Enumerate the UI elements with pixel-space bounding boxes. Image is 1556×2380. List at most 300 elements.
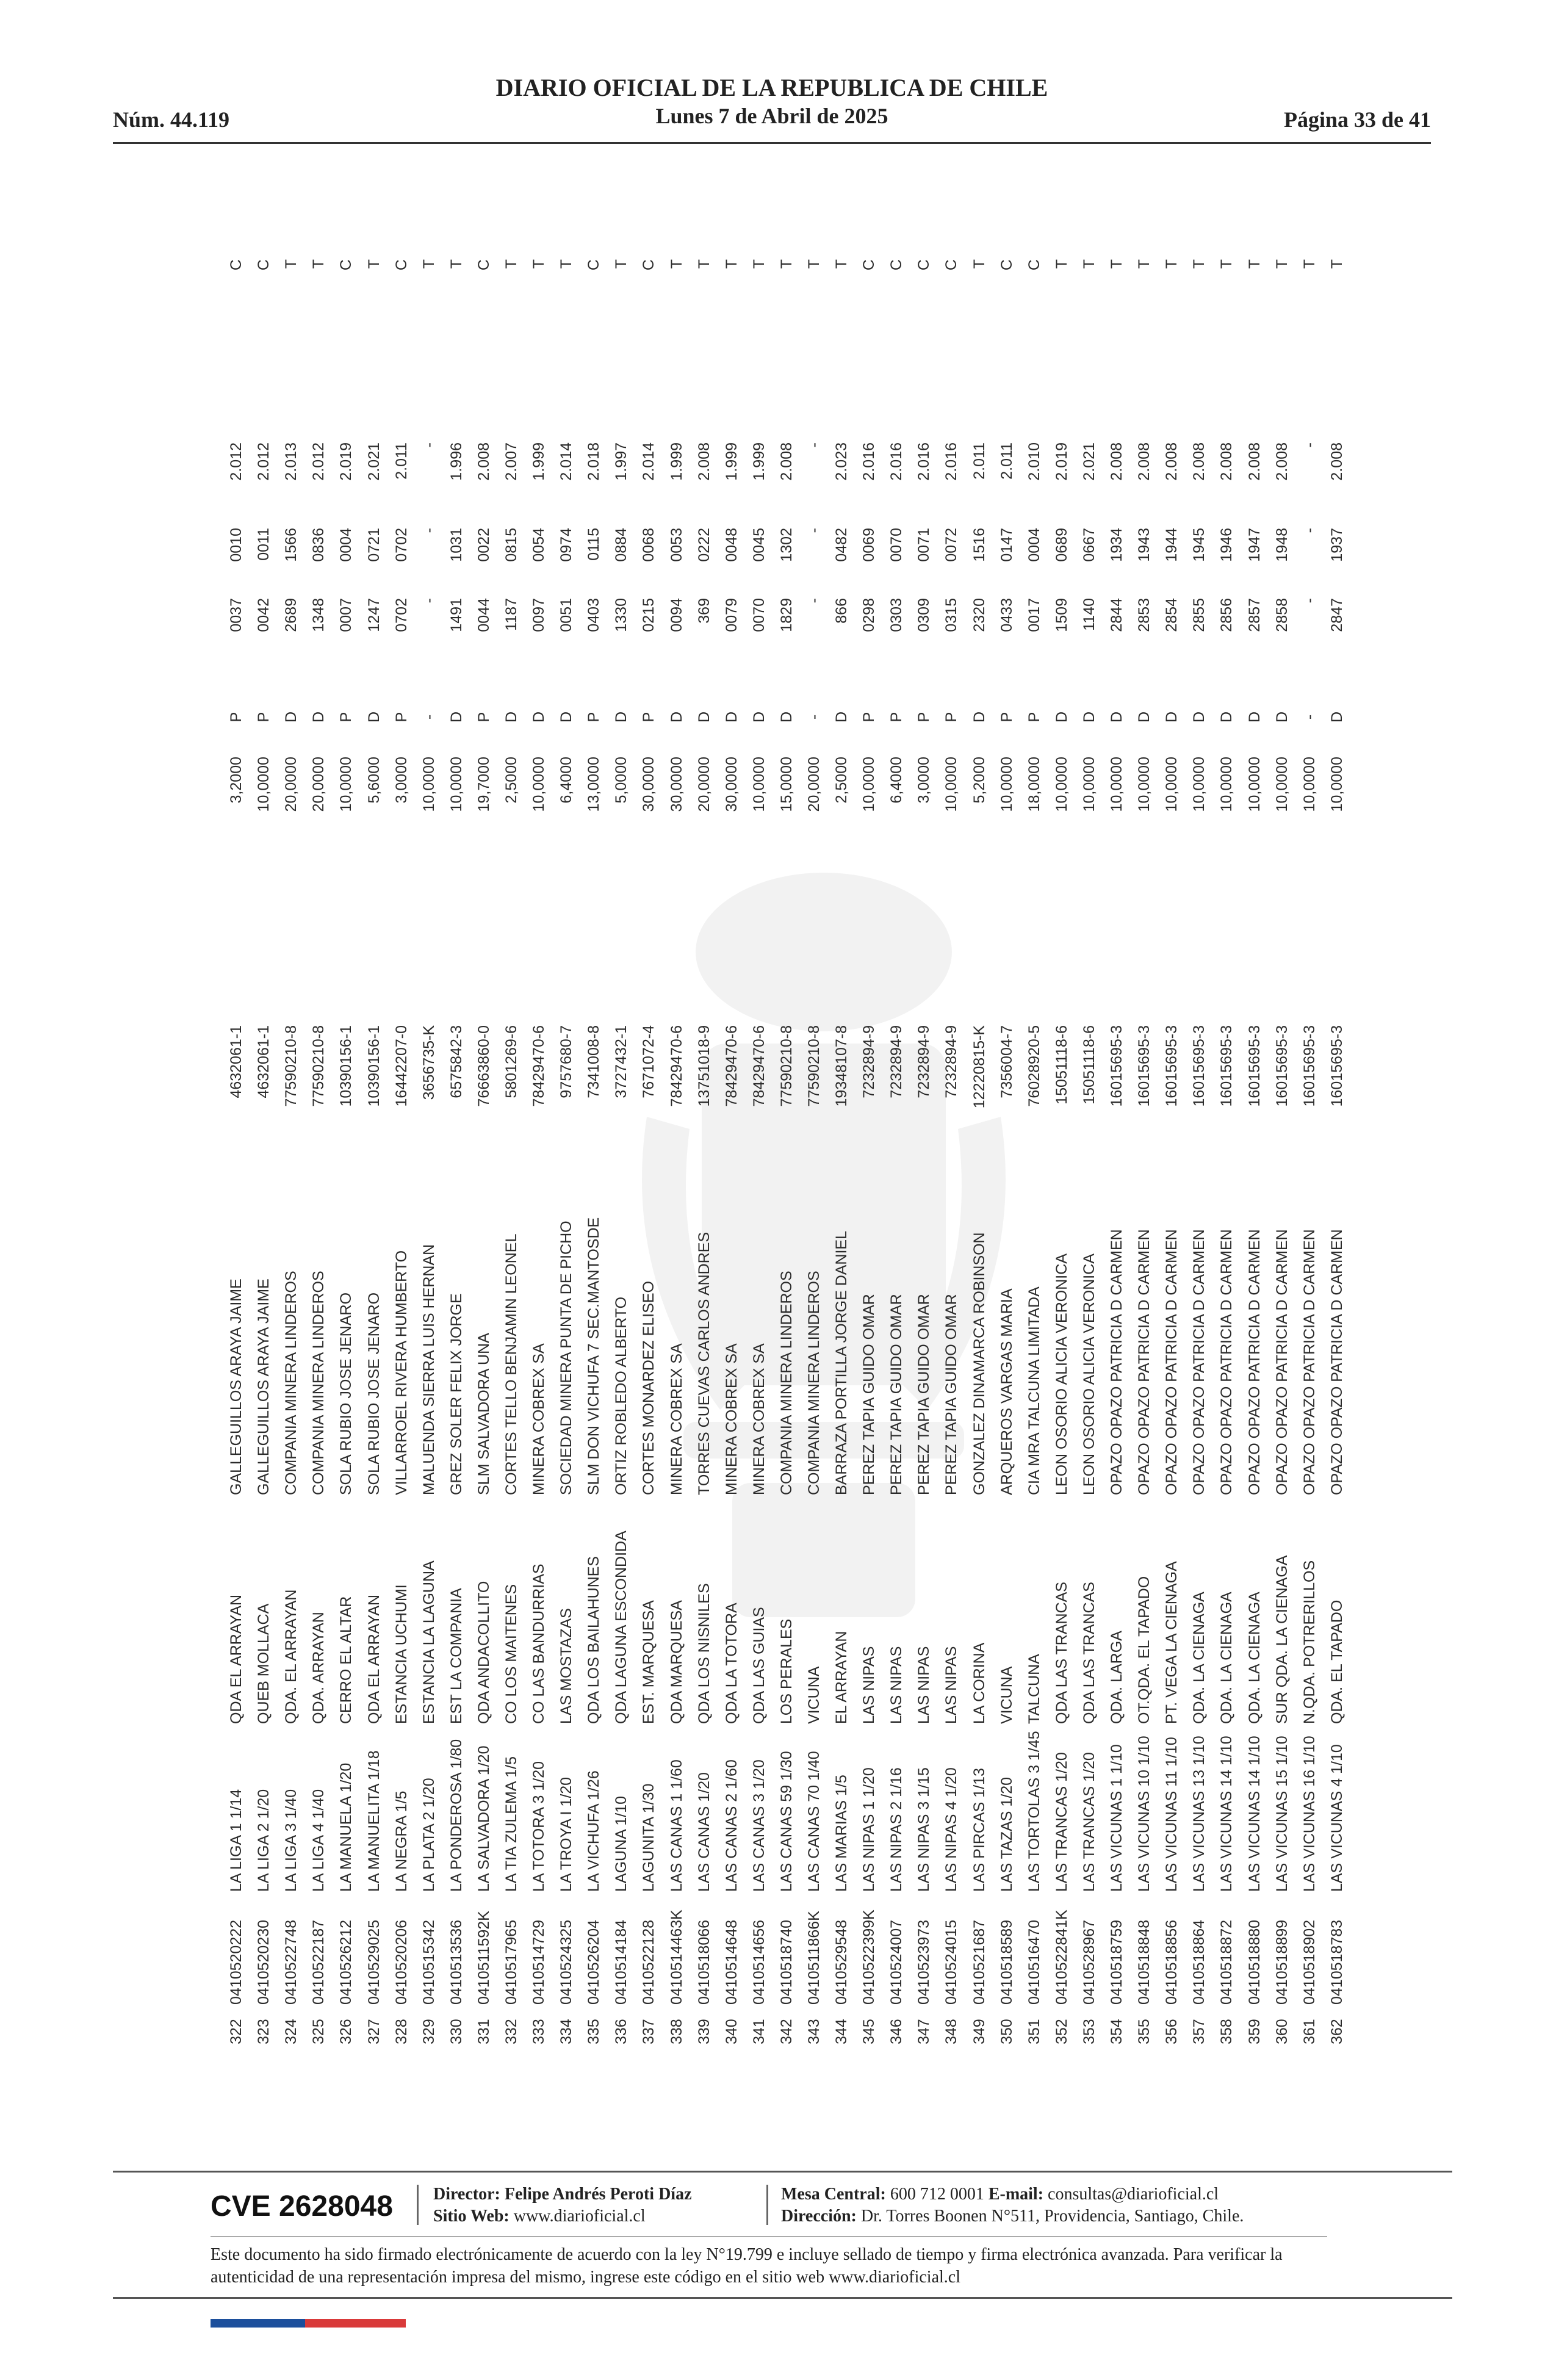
cell-rol-nacional: 0410511592K xyxy=(475,1911,492,2005)
cell-hectares: 20,0000 xyxy=(283,757,300,812)
cell-rol-nacional: 0410524015 xyxy=(943,1919,960,2005)
cell-status: T xyxy=(668,259,685,269)
cell-hectares: 10,0000 xyxy=(1328,757,1345,812)
cell-rut: 5801269-6 xyxy=(502,1025,520,1098)
cell-rut: 16015695-3 xyxy=(1245,1025,1263,1107)
legal-notice: Este documento ha sido firmado electrónicamente de acuerdo con la ley N°19.799 e incluye sellado de tiempo y firma electrónica avanzada. Para verificar la autenticidad de una representación impresa del mismo, ingrese este código en el sitio web www.diarioficial.cl xyxy=(211,2245,1283,2287)
cell-number: 0115 xyxy=(585,528,603,561)
cell-hectares: 20,0000 xyxy=(805,757,823,812)
cell-type: D xyxy=(1218,711,1236,723)
cell-number: 0884 xyxy=(613,528,630,562)
cell-number: 0836 xyxy=(310,528,328,562)
cell-rol-nacional: 0410528967 xyxy=(1080,1919,1098,2005)
cell-rut: 3727432-1 xyxy=(613,1025,630,1098)
table-row xyxy=(305,244,333,2044)
cell-owner-name: SLM DON VICHUFA 7 SEC.MANTOSDE xyxy=(585,1217,603,1495)
cell-number: 0482 xyxy=(833,528,851,562)
cell-year: 2.014 xyxy=(640,442,658,481)
table-row xyxy=(1213,244,1241,2044)
cell-year: 2.016 xyxy=(888,442,906,481)
cell-rol-nacional: 0410516470 xyxy=(1025,1919,1043,2005)
cell-owner-name: PEREZ TAPIA GUIDO OMAR xyxy=(943,1294,960,1495)
cell-status: T xyxy=(1080,259,1098,269)
cell-year: 1.999 xyxy=(722,442,740,481)
footer-divider-bottom xyxy=(113,2297,1452,2299)
cell-concession-name: LAS NIPAS 3 1/15 xyxy=(915,1767,933,1892)
table-row xyxy=(470,244,498,2044)
cell-location: QDA LOS NISNILES xyxy=(695,1583,713,1724)
cell-hectares: 10,0000 xyxy=(943,757,960,812)
cell-location: TALCUNA xyxy=(1025,1654,1043,1724)
table-row xyxy=(1103,244,1131,2044)
cell-year: 2.013 xyxy=(283,442,300,481)
cell-location: LAS NIPAS xyxy=(860,1646,878,1724)
cell-owner-name: SOCIEDAD MINERA PUNTA DE PICHO xyxy=(558,1221,575,1495)
cell-owner-name: OPAZO OPAZO PATRICIA D CARMEN xyxy=(1108,1229,1126,1495)
cell-number: 1566 xyxy=(283,528,300,562)
cell-rut: 16015695-3 xyxy=(1218,1025,1236,1107)
cell-rol-nacional: 0410518902 xyxy=(1300,1919,1318,2005)
cell-owner-name: MINERA COBREX SA xyxy=(668,1343,685,1495)
cell-row-number: 324 xyxy=(283,2019,300,2044)
cell-number: 1948 xyxy=(1273,528,1291,562)
cell-rol-nacional: 0410514729 xyxy=(530,1919,548,2005)
cell-rut: 15051118-6 xyxy=(1053,1025,1070,1105)
cell-fojas: - xyxy=(1300,598,1318,604)
email-link[interactable]: consultas@diarioficial.cl xyxy=(1048,2185,1219,2204)
cell-status: C xyxy=(888,259,906,271)
cell-location: QDA. LARGA xyxy=(1108,1631,1126,1724)
cell-concession-name: LAS NIPAS 2 1/16 xyxy=(888,1767,906,1892)
cell-rol-nacional: 0410520206 xyxy=(392,1919,410,2005)
cell-status: C xyxy=(475,259,492,271)
cell-status: C xyxy=(915,259,933,271)
masthead xyxy=(113,73,1431,129)
cell-concession-name: LAS CANAS 1/20 xyxy=(695,1772,713,1892)
cell-rol-nacional: 0410517965 xyxy=(502,1919,520,2005)
cell-location: QDA. LA CIENAGA xyxy=(1245,1592,1263,1724)
director-label: Director: xyxy=(433,2185,500,2204)
cell-row-number: 326 xyxy=(337,2019,355,2044)
cell-rut: 7232894-9 xyxy=(860,1025,878,1098)
cell-year: 2.011 xyxy=(392,442,410,480)
cell-type: D xyxy=(365,711,383,723)
cell-status: T xyxy=(1136,259,1153,269)
cell-rol-nacional: 0410522748 xyxy=(283,1919,300,2005)
cell-year: 2.008 xyxy=(1245,442,1263,481)
cell-status: T xyxy=(750,259,768,269)
cell-owner-name: SLM SALVADORA UNA xyxy=(475,1333,492,1495)
table-row xyxy=(635,244,663,2044)
cell-concession-name: LAS TAZAS 1/20 xyxy=(998,1776,1015,1892)
cell-location: EST LA COMPANIA xyxy=(447,1588,465,1724)
cell-number: 0721 xyxy=(365,528,383,562)
cell-rut: 16442207-0 xyxy=(392,1025,410,1107)
table-row xyxy=(223,244,250,2044)
table-row xyxy=(801,244,828,2044)
cell-rol-nacional: 0410518899 xyxy=(1273,1919,1291,2005)
cell-year: 1.997 xyxy=(613,442,630,481)
cell-hectares: 10,0000 xyxy=(1300,757,1318,812)
cell-hectares: 5,2000 xyxy=(970,757,988,804)
cell-year: - xyxy=(420,442,438,448)
cell-status: T xyxy=(283,259,300,269)
cell-number: 1944 xyxy=(1163,528,1181,562)
cell-fojas: 0037 xyxy=(228,598,245,632)
cell-owner-name: GALLEGUILLOS ARAYA JAIME xyxy=(228,1278,245,1495)
cell-type: P xyxy=(888,712,906,723)
cell-location: QDA. EL TAPADO xyxy=(1328,1599,1345,1724)
cell-type: P xyxy=(640,712,658,723)
cell-hectares: 18,0000 xyxy=(1025,757,1043,812)
cell-rol-nacional: 0410523973 xyxy=(915,1919,933,2005)
cell-rol-nacional: 0410518066 xyxy=(695,1919,713,2005)
cell-location: LOS PERALES xyxy=(777,1618,795,1724)
site-link[interactable]: www.diarioficial.cl xyxy=(513,2207,646,2226)
table-row xyxy=(938,244,965,2044)
cell-row-number: 357 xyxy=(1190,2019,1208,2044)
cell-rol-nacional: 0410522841K xyxy=(1053,1909,1070,2005)
cell-location: QDA LAS GUIAS xyxy=(750,1607,768,1724)
cell-number: 0022 xyxy=(475,528,492,562)
cell-hectares: 2,5000 xyxy=(502,757,520,804)
cell-hectares: 6,4000 xyxy=(888,757,906,804)
cell-fojas: 2844 xyxy=(1108,598,1126,632)
cell-row-number: 333 xyxy=(530,2019,548,2044)
cell-status: T xyxy=(310,259,328,269)
cell-status: C xyxy=(228,259,245,271)
cell-location: VICUNA xyxy=(805,1666,823,1724)
cell-rol-nacional: 0410524325 xyxy=(558,1919,575,2005)
cell-fojas: 1509 xyxy=(1053,598,1070,632)
cell-row-number: 353 xyxy=(1080,2019,1098,2044)
cell-type: D xyxy=(530,711,548,723)
cell-hectares: 10,0000 xyxy=(1190,757,1208,812)
cell-fojas: 866 xyxy=(833,598,851,624)
cell-owner-name: LEON OSORIO ALICIA VERONICA xyxy=(1080,1253,1098,1495)
cell-year: 1.999 xyxy=(750,442,768,481)
footer-divider-top xyxy=(113,2171,1452,2173)
cell-rol-nacional: 0410518759 xyxy=(1108,1919,1126,2005)
cell-fojas: - xyxy=(805,598,823,604)
cell-rol-nacional: 0410518783 xyxy=(1328,1919,1345,2005)
cell-hectares: 30,0000 xyxy=(668,757,685,812)
cell-rut: 7341008-8 xyxy=(585,1025,603,1098)
cell-number: 1945 xyxy=(1190,528,1208,562)
cell-number: 0974 xyxy=(558,528,575,562)
cell-year: 2.011 xyxy=(970,442,988,480)
cell-type: P xyxy=(228,712,245,723)
cell-concession-name: LAS VICUNAS 16 1/10 xyxy=(1300,1736,1318,1892)
cell-rut: 16015695-3 xyxy=(1190,1025,1208,1107)
cell-owner-name: LEON OSORIO ALICIA VERONICA xyxy=(1053,1253,1070,1495)
cell-rol-nacional: 0410520222 xyxy=(228,1919,245,2005)
cell-fojas: 0303 xyxy=(888,598,906,632)
cell-location: QDA. LA CIENAGA xyxy=(1190,1592,1208,1724)
cell-row-number: 350 xyxy=(998,2019,1015,2044)
cell-row-number: 361 xyxy=(1300,2019,1318,2044)
cell-status: T xyxy=(1190,259,1208,269)
cell-status: T xyxy=(613,259,630,269)
table-row xyxy=(525,244,553,2044)
cell-rol-nacional: 0410514656 xyxy=(750,1919,768,2005)
cell-row-number: 359 xyxy=(1245,2019,1263,2044)
cell-hectares: 30,0000 xyxy=(722,757,740,812)
cell-concession-name: LAS VICUNAS 1 1/10 xyxy=(1108,1744,1126,1892)
cell-rut: 16015695-3 xyxy=(1108,1025,1126,1107)
cell-concession-name: LAS CANAS 2 1/60 xyxy=(722,1759,740,1892)
cell-fojas: 0094 xyxy=(668,598,685,632)
cell-type: P xyxy=(255,712,273,723)
cell-year: 2.019 xyxy=(1053,442,1070,481)
table-row xyxy=(773,244,801,2044)
cell-row-number: 344 xyxy=(833,2019,851,2044)
table-row xyxy=(1241,244,1268,2044)
cell-location: OT.QDA. EL TAPADO xyxy=(1136,1576,1153,1724)
cell-owner-name: ARQUEROS VARGAS MARIA xyxy=(998,1288,1015,1495)
cell-status: T xyxy=(420,259,438,269)
issue-number: Núm. 44.119 xyxy=(113,107,230,132)
cell-type: P xyxy=(475,712,492,723)
cell-row-number: 355 xyxy=(1136,2019,1153,2044)
cell-year: 2.008 xyxy=(475,442,492,481)
cell-location: CERRO EL ALTAR xyxy=(337,1596,355,1724)
cell-hectares: 30,0000 xyxy=(640,757,658,812)
cell-concession-name: LA VICHUFA 1/26 xyxy=(585,1770,603,1892)
cell-type: - xyxy=(1300,714,1318,720)
cell-location: LAS NIPAS xyxy=(888,1646,906,1724)
cell-location: QDA. ARRAYAN xyxy=(310,1612,328,1724)
cell-year: 2.008 xyxy=(1218,442,1236,481)
cell-row-number: 351 xyxy=(1025,2019,1043,2044)
cell-owner-name: GALLEGUILLOS ARAYA JAIME xyxy=(255,1278,273,1495)
cell-status: T xyxy=(447,259,465,269)
cell-hectares: 10,0000 xyxy=(337,757,355,812)
cell-row-number: 336 xyxy=(613,2019,630,2044)
cell-year: 2.008 xyxy=(777,442,795,481)
cell-owner-name: PEREZ TAPIA GUIDO OMAR xyxy=(888,1294,906,1495)
cell-owner-name: BARRAZA PORTILLA JORGE DANIEL xyxy=(833,1230,851,1495)
cell-hectares: 3,0000 xyxy=(392,757,410,804)
cell-hectares: 10,0000 xyxy=(1245,757,1263,812)
cell-row-number: 335 xyxy=(585,2019,603,2044)
cell-rol-nacional: 0410514648 xyxy=(722,1919,740,2005)
cell-location: N.QDA. POTRERILLOS xyxy=(1300,1560,1318,1724)
cell-concession-name: LA MANUELITA 1/18 xyxy=(365,1750,383,1892)
cell-rut: 3656735-K xyxy=(420,1025,438,1100)
cell-rut: 16015695-3 xyxy=(1328,1025,1345,1107)
cell-hectares: 10,0000 xyxy=(1218,757,1236,812)
email-label: E-mail: xyxy=(988,2185,1044,2204)
cell-rol-nacional: 0410524007 xyxy=(888,1919,906,2005)
cell-fojas: 0702 xyxy=(392,598,410,632)
cell-owner-name: OPAZO OPAZO PATRICIA D CARMEN xyxy=(1190,1229,1208,1495)
cell-fojas: 0315 xyxy=(943,598,960,632)
cell-hectares: 19,7000 xyxy=(475,757,492,812)
cell-fojas: 2847 xyxy=(1328,598,1345,632)
table-row xyxy=(1158,244,1186,2044)
cell-fojas: 0051 xyxy=(558,598,575,632)
cell-fojas: 0215 xyxy=(640,598,658,632)
cell-type: D xyxy=(695,711,713,723)
cell-rut: 7671072-4 xyxy=(640,1025,658,1098)
cell-type: P xyxy=(1025,712,1043,723)
cell-concession-name: LA LIGA 2 1/20 xyxy=(255,1789,273,1892)
cell-row-number: 328 xyxy=(392,2019,410,2044)
page-header xyxy=(113,73,1431,146)
cell-status: T xyxy=(1328,259,1345,269)
cell-status: C xyxy=(943,259,960,271)
flag-stripe-red xyxy=(305,2319,406,2328)
cell-fojas: 0017 xyxy=(1025,598,1043,632)
cell-status: C xyxy=(337,259,355,271)
cell-fojas: 0070 xyxy=(750,598,768,632)
table-row xyxy=(608,244,635,2044)
cell-fojas: 0403 xyxy=(585,598,603,632)
cell-row-number: 349 xyxy=(970,2019,988,2044)
table-row xyxy=(910,244,938,2044)
cell-row-number: 343 xyxy=(805,2019,823,2044)
cell-owner-name: CIA MRA TALCUNA LIMITADA xyxy=(1025,1286,1043,1495)
cell-number: 0054 xyxy=(530,528,548,562)
cell-status: C xyxy=(255,259,273,271)
table-row xyxy=(360,244,387,2044)
table-row xyxy=(333,244,360,2044)
cell-concession-name: LAS TORTOLAS 3 1/45 xyxy=(1025,1731,1043,1892)
cell-owner-name: OPAZO OPAZO PATRICIA D CARMEN xyxy=(1300,1229,1318,1495)
cell-fojas: 2853 xyxy=(1136,598,1153,632)
cell-status: T xyxy=(1300,259,1318,269)
cell-rol-nacional: 0410518589 xyxy=(998,1919,1015,2005)
cell-concession-name: LA LIGA 3 1/40 xyxy=(283,1789,300,1892)
cell-hectares: 10,0000 xyxy=(447,757,465,812)
cell-rol-nacional: 0410522187 xyxy=(310,1919,328,2005)
cell-row-number: 352 xyxy=(1053,2019,1070,2044)
cell-type: D xyxy=(1245,711,1263,723)
cell-year: 2.008 xyxy=(695,442,713,481)
cell-number: 0010 xyxy=(228,528,245,562)
cell-type: D xyxy=(750,711,768,723)
cell-year: 1.996 xyxy=(447,442,465,481)
cell-location: QDA LAS TRANCAS xyxy=(1053,1582,1070,1724)
cell-rut: 7232894-9 xyxy=(915,1025,933,1098)
cell-row-number: 340 xyxy=(722,2019,740,2044)
cell-type: D xyxy=(833,711,851,723)
cell-status: C xyxy=(998,259,1015,271)
cell-type: P xyxy=(915,712,933,723)
cell-status: C xyxy=(585,259,603,271)
cell-rut: 6575842-3 xyxy=(447,1025,465,1098)
cell-location: QUEB MOLLACA xyxy=(255,1603,273,1724)
cell-fojas: 2855 xyxy=(1190,598,1208,632)
cell-number: 0815 xyxy=(502,528,520,562)
cell-fojas: 1247 xyxy=(365,598,383,632)
cell-rol-nacional: 0410515342 xyxy=(420,1919,438,2005)
table-row xyxy=(746,244,773,2044)
cell-rut: 13751018-9 xyxy=(695,1025,713,1107)
cell-rol-nacional: 0410522399K xyxy=(860,1909,878,2005)
cell-hectares: 10,0000 xyxy=(1080,757,1098,812)
cell-owner-name: SOLA RUBIO JOSE JENARO xyxy=(337,1292,355,1495)
cell-row-number: 341 xyxy=(750,2019,768,2044)
cell-concession-name: LAS PIRCAS 1/13 xyxy=(970,1768,988,1892)
table-row xyxy=(1048,244,1076,2044)
cell-fojas: 2857 xyxy=(1245,598,1263,632)
cell-fojas: 0097 xyxy=(530,598,548,632)
table-row xyxy=(883,244,910,2044)
footer-divider-middle xyxy=(211,2236,1327,2237)
cell-rut: 7232894-9 xyxy=(943,1025,960,1098)
cell-number: 0667 xyxy=(1080,528,1098,562)
cell-number: 1946 xyxy=(1218,528,1236,562)
table-row xyxy=(416,244,443,2044)
cell-status: T xyxy=(1245,259,1263,269)
cell-number: 0070 xyxy=(888,528,906,562)
cell-number: 1937 xyxy=(1328,528,1345,562)
cell-number: 0702 xyxy=(392,528,410,562)
header-divider xyxy=(113,142,1431,144)
cell-rol-nacional: 0410529548 xyxy=(833,1919,851,2005)
cell-number: 0071 xyxy=(915,528,933,562)
cell-year: 2.016 xyxy=(915,442,933,481)
footer-director-block xyxy=(433,2183,692,2227)
cell-row-number: 348 xyxy=(943,2019,960,2044)
cell-year: 2.012 xyxy=(228,442,245,481)
cell-location: VICUNA xyxy=(998,1666,1015,1724)
cell-hectares: 10,0000 xyxy=(1108,757,1126,812)
director-name: Felipe Andrés Peroti Díaz xyxy=(504,2185,692,2204)
cell-type: D xyxy=(502,711,520,723)
cell-fojas: 1348 xyxy=(310,598,328,632)
cell-row-number: 331 xyxy=(475,2019,492,2044)
cell-year: 2.008 xyxy=(1273,442,1291,481)
cell-hectares: 10,0000 xyxy=(420,757,438,812)
cell-number: 1516 xyxy=(970,528,988,562)
cell-concession-name: LA TOTORA 3 1/20 xyxy=(530,1761,548,1892)
cell-fojas: 2858 xyxy=(1273,598,1291,632)
cell-rut: 78429470-6 xyxy=(668,1025,685,1107)
cell-rol-nacional: 0410518848 xyxy=(1136,1919,1153,2005)
cell-location: ESTANCIA LA LAGUNA xyxy=(420,1560,438,1724)
cell-status: C xyxy=(1025,259,1043,271)
cell-rol-nacional: 0410520230 xyxy=(255,1919,273,2005)
cell-rut: 19348107-8 xyxy=(833,1025,851,1107)
cell-location: QDA LAS TRANCAS xyxy=(1080,1582,1098,1724)
cell-rol-nacional: 0410522128 xyxy=(640,1919,658,2005)
cell-location: LAS NIPAS xyxy=(943,1646,960,1724)
cell-location: QDA LA TOTORA xyxy=(722,1603,740,1724)
flag-stripe-blue xyxy=(211,2319,305,2328)
newspaper-title: DIARIO OFICIAL DE LA REPUBLICA DE CHILE xyxy=(495,74,1048,101)
cell-year: 2.023 xyxy=(833,442,851,481)
cell-type: D xyxy=(1053,711,1070,723)
cell-rut: 77590210-8 xyxy=(777,1025,795,1107)
cell-rut: 78429470-6 xyxy=(722,1025,740,1107)
cell-location: QDA LAGUNA ESCONDIDA xyxy=(613,1531,630,1724)
cell-owner-name: OPAZO OPAZO PATRICIA D CARMEN xyxy=(1328,1229,1345,1495)
cell-number: 1302 xyxy=(777,528,795,562)
cell-hectares: 10,0000 xyxy=(1136,757,1153,812)
mesa-label: Mesa Central: xyxy=(781,2185,886,2204)
cell-year: 2.021 xyxy=(1080,442,1098,481)
cell-concession-name: LA LIGA 4 1/40 xyxy=(310,1789,328,1892)
cell-concession-name: LAGUNITA 1/30 xyxy=(640,1783,658,1892)
cell-location: ESTANCIA UCHUMI xyxy=(392,1584,410,1724)
cell-rut: 76028920-5 xyxy=(1025,1025,1043,1107)
footer-separator xyxy=(766,2185,768,2225)
cell-rut: 4632061-1 xyxy=(228,1025,245,1098)
cell-hectares: 3,2000 xyxy=(228,757,245,804)
